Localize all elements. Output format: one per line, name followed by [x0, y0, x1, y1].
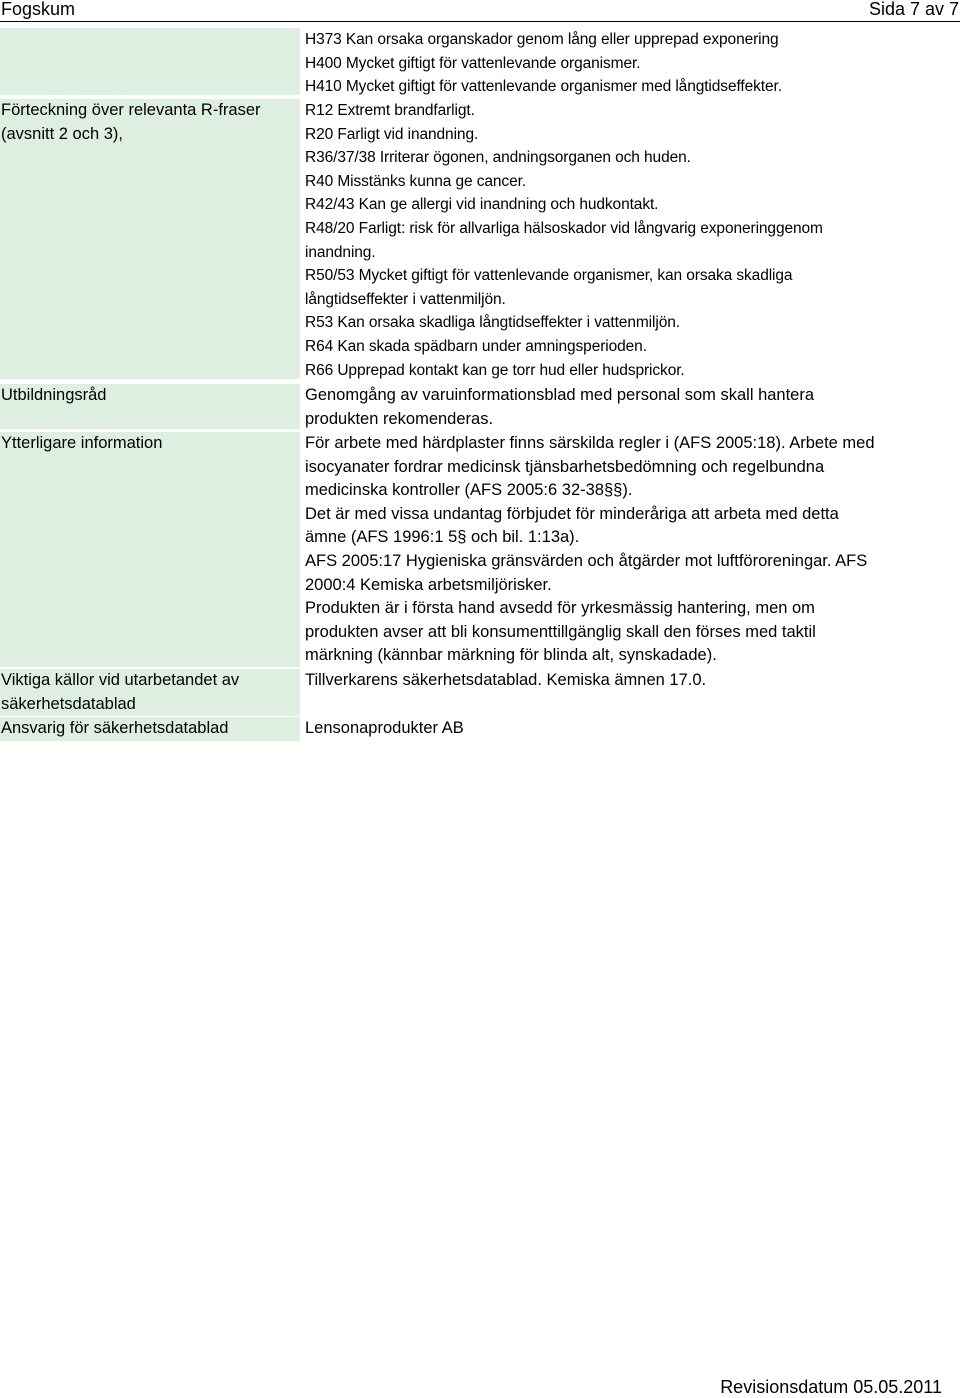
r-phrase-line: R50/53 Mycket giftigt för vattenlevande organismer, kan orsaka skadliga	[305, 267, 793, 285]
r-phrase-line: R40 Misstänks kunna ge cancer.	[305, 172, 527, 190]
responsible-label: Ansvarig för säkerhetsdatablad	[1, 719, 229, 737]
document-title: Fogskum	[1, 0, 76, 19]
r-phrase-line: R20 Farligt vid inandning.	[305, 125, 479, 143]
label-cell-sources	[0, 669, 300, 716]
additional-info-line: Det är med vissa undantag förbjudet för minderåriga att arbeta med detta	[305, 504, 839, 523]
r-phrase-line: R36/37/38 Irriterar ögonen, andningsorganen och huden.	[305, 149, 691, 167]
header-divider	[0, 21, 960, 22]
additional-info-line: 2000:4 Kemiska arbetsmiljörisker.	[305, 575, 552, 594]
r-phrases-label-line: (avsnitt 2 och 3),	[1, 124, 123, 143]
label-cell-responsible	[0, 717, 300, 741]
r-phrase-line: långtidseffekter i vattenmiljön.	[305, 290, 506, 308]
additional-info-line: produkten avser att bli konsumenttillgänglig skall den förses med taktil	[305, 622, 816, 641]
training-line: Genomgång av varuinformationsblad med personal som skall hantera	[305, 386, 815, 404]
training-line: produkten rekomenderas.	[305, 409, 494, 428]
page-header	[0, 0, 960, 22]
additional-info-line: Produkten är i första hand avsedd för yrkesmässig hantering, men om	[305, 599, 815, 618]
additional-info-line: ämne (AFS 1996:1 5§ och bil. 1:13a).	[305, 528, 580, 547]
label-cell-additional-info	[0, 432, 300, 667]
additional-info-line: märkning (kännbar märkning för blinda alt, synskadade).	[305, 646, 717, 665]
page-number: Sida 7 av 7	[868, 0, 959, 19]
additional-info-line: medicinska kontroller (AFS 2005:6 32-38§§).	[305, 481, 633, 500]
r-phrase-line: inandning.	[305, 243, 376, 261]
sources-line: Tillverkarens säkerhetsdatablad. Kemiska ämnen 17.0.	[305, 671, 707, 689]
sources-label-line: säkerhetsdatablad	[1, 694, 136, 713]
h-phrase-line: H400 Mycket giftigt för vattenlevande organismer.	[305, 54, 641, 72]
revision-date: Revisionsdatum 05.05.2011	[720, 1377, 942, 1397]
additional-info-line: isocyanater fordrar medicinsk tjänsbarhetsbedömning och regelbundna	[305, 457, 825, 476]
responsible-content	[305, 717, 955, 741]
training-label: Utbildningsråd	[1, 386, 107, 404]
r-phrase-line: R66 Upprepad kontakt kan ge torr hud eller hudsprickor.	[305, 361, 685, 379]
additional-info-line: För arbete med härdplaster finns särskilda regler i (AFS 2005:18). Arbete med	[305, 434, 875, 452]
label-cell-h-phrases	[0, 28, 300, 95]
responsible-line: Lensonaprodukter AB	[305, 719, 464, 737]
sources-content	[305, 669, 955, 693]
r-phrase-line: R53 Kan orsaka skadliga långtidseffekter i vattenmiljön.	[305, 314, 680, 332]
h-phrase-line: H410 Mycket giftigt för vattenlevande organismer med långtidseffekter.	[305, 78, 782, 96]
r-phrase-line: R12 Extremt brandfarligt.	[305, 102, 475, 119]
r-phrases-content	[305, 99, 955, 382]
additional-info-content	[305, 432, 955, 668]
r-phrase-line: R48/20 Farligt: risk för allvarliga hälsoskador vid långvarig exponeringgenom	[305, 219, 823, 237]
r-phrase-line: R64 Kan skada spädbarn under amningsperioden.	[305, 337, 647, 355]
h-phrases-content	[305, 28, 955, 99]
training-content	[305, 384, 955, 431]
h-phrase-line: H373 Kan orsaka organskador genom lång eller upprepad exponering	[305, 31, 779, 48]
r-phrases-label-line: Förteckning över relevanta R-fraser	[1, 101, 261, 119]
sources-label-line: Viktiga källor vid utarbetandet av	[1, 671, 240, 689]
additional-info-label: Ytterligare information	[1, 434, 163, 452]
label-cell-r-phrases	[0, 99, 300, 379]
label-cell-training	[0, 384, 300, 429]
additional-info-line: AFS 2005:17 Hygieniska gränsvärden och åtgärder mot luftföroreningar. AFS	[305, 551, 868, 570]
r-phrase-line: R42/43 Kan ge allergi vid inandning och hudkontakt.	[305, 196, 659, 214]
